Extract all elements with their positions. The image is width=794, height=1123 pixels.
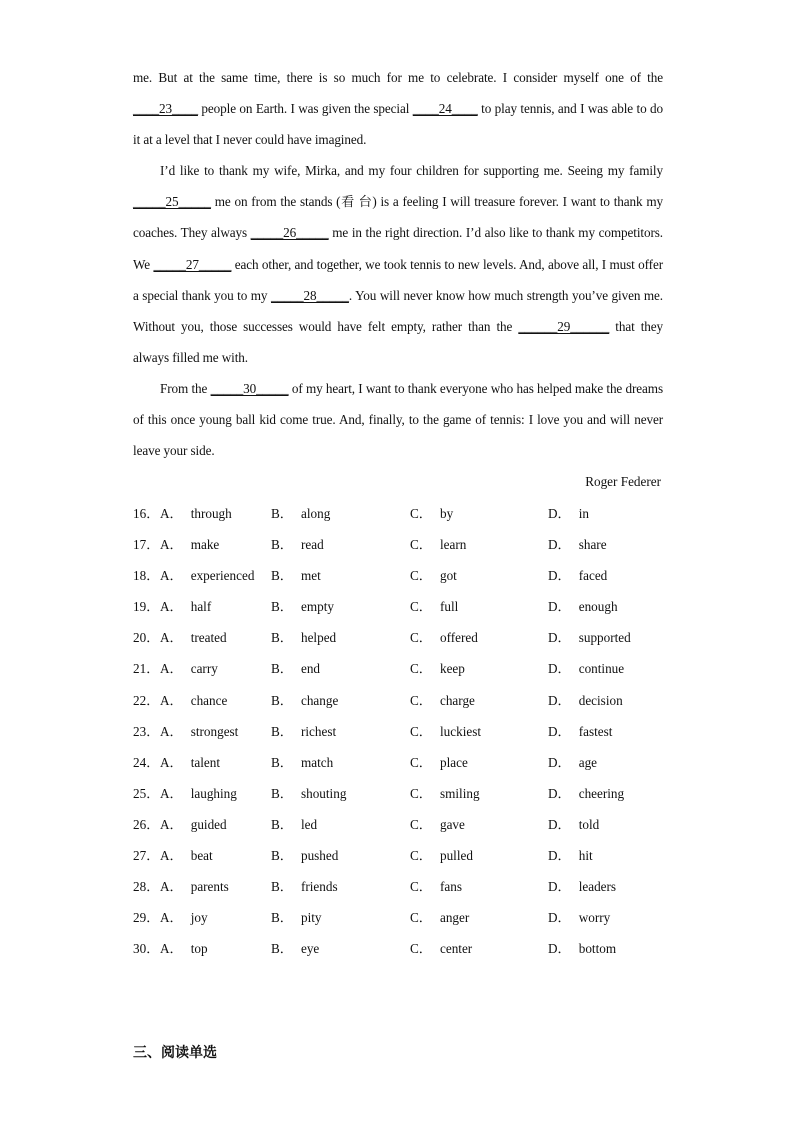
passage-text: me. But at the same time, there is so much for me to celebrate. I consider myself one of the	[133, 70, 663, 85]
option-c	[410, 498, 453, 529]
option-row	[133, 622, 673, 653]
question-number: 17．	[133, 537, 160, 553]
option-letter: B．	[271, 568, 293, 584]
option-row	[133, 498, 673, 529]
option-letter: B．	[271, 910, 293, 926]
blank-28: _____28_____	[270, 287, 349, 303]
option-letter: A．	[160, 723, 183, 739]
option-text: cheering	[578, 785, 625, 801]
option-a	[160, 840, 213, 871]
blank-25: _____25_____	[133, 194, 211, 210]
option-text: chance	[190, 692, 228, 708]
question-number: 25．	[133, 785, 160, 801]
option-text: in	[578, 506, 589, 521]
option-text: pushed	[300, 848, 339, 864]
option-letter: B．	[271, 785, 293, 801]
option-row	[133, 809, 673, 840]
option-row	[133, 716, 673, 747]
option-letter: A．	[160, 816, 183, 832]
blank-23: ____23____	[133, 101, 198, 117]
question-number: 16．	[133, 506, 160, 521]
option-d	[548, 529, 607, 560]
option-b	[271, 933, 319, 964]
option-b	[271, 778, 346, 809]
option-text: through	[190, 506, 232, 521]
option-a	[160, 902, 208, 933]
option-d	[548, 622, 631, 653]
option-text: top	[190, 941, 208, 957]
option-b	[271, 902, 322, 933]
option-letter: B．	[271, 723, 293, 739]
option-letter: A．	[160, 506, 183, 521]
option-b	[271, 871, 338, 902]
option-a	[160, 498, 232, 529]
question-number: 21．	[133, 661, 160, 677]
blank-27: _____27_____	[153, 256, 232, 272]
question-number: 19．	[133, 599, 160, 615]
option-b	[271, 498, 330, 529]
option-a	[160, 716, 238, 747]
option-text: leaders	[578, 879, 617, 895]
option-text: carry	[190, 661, 218, 677]
option-letter: B．	[271, 754, 293, 770]
option-text: pity	[300, 910, 322, 926]
option-a	[160, 560, 254, 591]
option-letter: C．	[410, 941, 432, 957]
option-text: change	[300, 692, 339, 708]
option-text: strongest	[190, 723, 239, 739]
section-heading: 三、阅读单选	[133, 1045, 217, 1061]
option-d	[548, 933, 616, 964]
option-letter: A．	[160, 599, 183, 615]
option-row	[133, 685, 673, 716]
option-text: laughing	[190, 785, 237, 801]
option-text: offered	[439, 630, 478, 646]
option-letter: D．	[548, 537, 571, 553]
option-row	[133, 778, 673, 809]
option-text: luckiest	[439, 723, 482, 739]
option-text: shouting	[300, 785, 347, 801]
option-text: supported	[578, 630, 631, 646]
passage-text: From the	[160, 380, 211, 396]
option-text: continue	[578, 661, 625, 677]
option-row	[133, 871, 673, 902]
option-c	[410, 591, 458, 622]
option-a	[160, 591, 211, 622]
option-letter: B．	[271, 537, 293, 553]
option-letter: D．	[548, 506, 571, 521]
option-a	[160, 871, 229, 902]
option-text: faced	[578, 568, 608, 584]
option-letter: D．	[548, 941, 571, 957]
option-text: anger	[439, 910, 470, 926]
option-text: empty	[300, 599, 334, 615]
option-text: eye	[300, 941, 320, 957]
option-d	[548, 685, 623, 716]
option-letter: A．	[160, 630, 183, 646]
option-letter: C．	[410, 910, 432, 926]
option-c	[410, 871, 462, 902]
option-a	[160, 529, 219, 560]
question-number: 18．	[133, 568, 160, 584]
question-number: 29．	[133, 910, 160, 926]
option-b	[271, 591, 334, 622]
passage-text: me in the right direction. I’d also like to thank my competitors. We	[133, 225, 663, 272]
option-letter: C．	[410, 568, 432, 584]
option-text: bottom	[578, 941, 617, 957]
option-text: smiling	[439, 785, 480, 801]
option-d	[548, 840, 593, 871]
option-text: keep	[439, 661, 465, 677]
option-text: end	[300, 661, 321, 677]
option-a	[160, 778, 237, 809]
option-a	[160, 747, 220, 778]
option-letter: D．	[548, 723, 571, 739]
option-letter: D．	[548, 785, 571, 801]
passage-text: each other, and together, we took tennis to new levels. And, above all, I must offer a special thank you to my	[133, 256, 663, 303]
option-text: charge	[439, 692, 475, 708]
option-text: pulled	[439, 848, 473, 864]
option-c	[410, 716, 481, 747]
option-text: make	[190, 537, 220, 553]
question-number: 26．	[133, 816, 160, 832]
option-text: enough	[578, 599, 618, 615]
passage-text: people on Earth. I was given the special	[197, 101, 413, 117]
options-list	[133, 498, 673, 964]
option-letter: D．	[548, 848, 571, 864]
option-letter: C．	[410, 599, 432, 615]
passage-text: . You will never know how much strength you’ve given me. Without you, those successes would have felt empty, rather than the	[133, 287, 663, 334]
option-letter: D．	[548, 816, 571, 832]
blank-30: _____30_____	[210, 380, 289, 396]
option-text: talent	[190, 754, 221, 770]
option-d	[548, 653, 624, 684]
option-letter: D．	[548, 599, 571, 615]
option-c	[410, 933, 472, 964]
option-a	[160, 653, 218, 684]
option-c	[410, 840, 473, 871]
option-letter: A．	[160, 941, 183, 957]
option-letter: C．	[410, 816, 432, 832]
option-letter: C．	[410, 506, 432, 521]
option-letter: C．	[410, 754, 432, 770]
option-letter: C．	[410, 537, 432, 553]
blank-24: ____24____	[412, 101, 478, 117]
option-a	[160, 809, 227, 840]
passage-text: of my heart, I want to thank everyone who has helped make the dreams of this once young ball kid come true. And, finally, to the game of tennis: I love you and will never leave your side.	[133, 380, 663, 459]
passage-text: me on from the stands (看 台) is a feeling I will treasure forever. I want to thank my coaches. They always	[133, 194, 663, 241]
option-b	[271, 747, 333, 778]
option-letter: C．	[410, 692, 432, 708]
question-number: 20．	[133, 630, 160, 646]
option-d	[548, 809, 599, 840]
option-b	[271, 840, 338, 871]
option-c	[410, 622, 478, 653]
option-letter: B．	[271, 692, 293, 708]
option-letter: C．	[410, 848, 432, 864]
option-letter: C．	[410, 879, 432, 895]
option-text: along	[300, 506, 331, 521]
option-letter: A．	[160, 848, 183, 864]
option-letter: D．	[548, 879, 571, 895]
option-d	[548, 902, 610, 933]
option-text: hit	[578, 848, 593, 864]
option-c	[410, 778, 480, 809]
option-letter: B．	[271, 941, 293, 957]
option-text: helped	[300, 630, 337, 646]
option-letter: B．	[271, 816, 293, 832]
blank-29: ______29______	[518, 318, 610, 334]
question-number: 22．	[133, 692, 160, 708]
option-b	[271, 560, 321, 591]
option-row	[133, 560, 673, 591]
option-d	[548, 871, 616, 902]
option-c	[410, 685, 475, 716]
option-letter: D．	[548, 630, 571, 646]
option-d	[548, 591, 618, 622]
option-letter: B．	[271, 630, 293, 646]
option-text: read	[300, 537, 324, 553]
option-d	[548, 716, 612, 747]
option-letter: C．	[410, 630, 432, 646]
option-b	[271, 685, 338, 716]
option-letter: D．	[548, 754, 571, 770]
option-text: learn	[439, 537, 467, 553]
option-letter: B．	[271, 506, 293, 521]
option-row	[133, 653, 673, 684]
option-text: parents	[190, 879, 229, 895]
passage-text: that they always filled me with.	[133, 318, 663, 365]
option-b	[271, 653, 320, 684]
option-c	[410, 747, 468, 778]
option-text: richest	[300, 723, 337, 739]
question-number: 28．	[133, 879, 160, 895]
option-letter: D．	[548, 568, 571, 584]
option-letter: A．	[160, 661, 183, 677]
option-c	[410, 653, 465, 684]
option-text: fans	[439, 879, 462, 895]
option-text: got	[439, 568, 457, 584]
option-row	[133, 902, 673, 933]
option-letter: B．	[271, 879, 293, 895]
option-c	[410, 560, 457, 591]
option-row	[133, 933, 673, 964]
option-b	[271, 716, 336, 747]
option-letter: B．	[271, 599, 293, 615]
option-d	[548, 778, 624, 809]
paragraph-2	[133, 155, 663, 373]
question-number: 30．	[133, 941, 160, 957]
question-number: 23．	[133, 723, 160, 739]
option-d	[548, 498, 589, 529]
option-a	[160, 622, 227, 653]
blank-26: _____26_____	[250, 225, 329, 241]
signature: Roger Federer	[585, 474, 661, 489]
option-letter: A．	[160, 754, 183, 770]
option-d	[548, 747, 597, 778]
option-letter: A．	[160, 692, 183, 708]
option-b	[271, 622, 336, 653]
option-letter: B．	[271, 848, 293, 864]
option-text: match	[300, 754, 334, 770]
option-text: full	[439, 599, 459, 615]
option-letter: C．	[410, 785, 432, 801]
option-b	[271, 809, 317, 840]
option-text: decision	[578, 692, 623, 708]
option-text: center	[439, 941, 473, 957]
option-b	[271, 529, 324, 560]
option-letter: A．	[160, 568, 183, 584]
question-number: 24．	[133, 754, 160, 770]
paragraph-1	[133, 62, 663, 155]
option-letter: D．	[548, 692, 571, 708]
option-text: told	[578, 816, 600, 832]
option-letter: C．	[410, 661, 432, 677]
option-text: joy	[190, 910, 208, 926]
option-a	[160, 685, 227, 716]
option-row	[133, 747, 673, 778]
option-letter: A．	[160, 910, 183, 926]
option-text: share	[578, 537, 607, 553]
option-letter: D．	[548, 661, 571, 677]
question-number: 27．	[133, 848, 160, 864]
option-text: gave	[439, 816, 465, 832]
passage-text: to play tennis, and I was able to do it at a level that I never could have imagined.	[133, 101, 663, 148]
option-letter: D．	[548, 910, 571, 926]
option-letter: A．	[160, 879, 183, 895]
option-text: half	[190, 599, 212, 615]
option-text: age	[578, 754, 598, 770]
option-text: by	[439, 506, 454, 521]
option-c	[410, 529, 466, 560]
option-text: worry	[578, 910, 611, 926]
option-text: met	[300, 568, 321, 584]
paragraph-3	[133, 373, 663, 466]
option-letter: A．	[160, 785, 183, 801]
passage-text: I’d like to thank my wife, Mirka, and my four children for supporting me. Seeing my family	[160, 163, 663, 179]
option-c	[410, 902, 469, 933]
option-text: beat	[190, 848, 213, 864]
option-text: experienced	[190, 568, 255, 584]
option-text: led	[300, 816, 318, 832]
option-a	[160, 933, 208, 964]
option-letter: A．	[160, 537, 183, 553]
option-text: treated	[190, 630, 227, 646]
option-row	[133, 591, 673, 622]
option-c	[410, 809, 465, 840]
option-text: fastest	[578, 723, 613, 739]
option-row	[133, 840, 673, 871]
option-letter: B．	[271, 661, 293, 677]
option-text: guided	[190, 816, 227, 832]
option-text: friends	[300, 879, 338, 895]
passage	[133, 62, 663, 466]
option-d	[548, 560, 607, 591]
option-text: place	[439, 754, 468, 770]
option-row	[133, 529, 673, 560]
option-letter: C．	[410, 723, 432, 739]
